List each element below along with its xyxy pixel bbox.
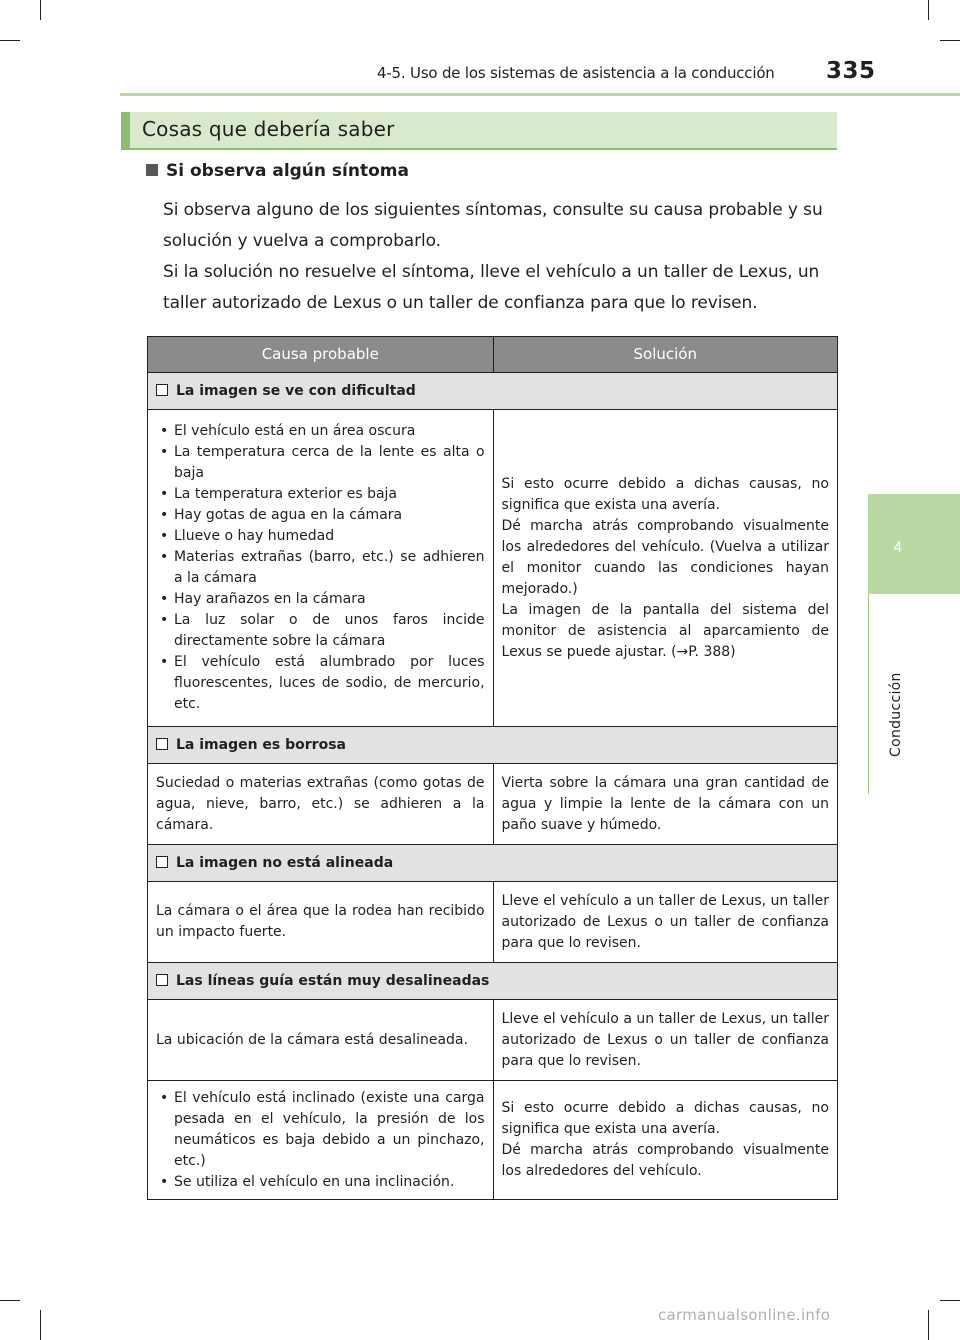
crop-mark-bl-v [40,1310,41,1340]
subheading-text: Si observa algún síntoma [166,161,409,181]
category-label: La imagen se ve con dificultad [176,382,416,399]
header-rule [120,93,960,96]
table-row [148,410,838,727]
category-cell [148,845,838,882]
checkbox-icon [156,738,168,750]
cause-item: • El vehículo está alumbrado por luces fluorescentes, luces de sodio, de mercurio, etc. [174,652,485,715]
chapter-tab-rule [868,594,869,794]
category-cell [148,963,838,1000]
cause-item: • Se utiliza el vehículo en una inclinación. [174,1172,485,1193]
category-row [148,963,838,1000]
checkbox-icon [156,856,168,868]
crop-mark-tl-h [0,40,20,41]
category-label: La imagen es borrosa [176,736,346,753]
cause-item: • La temperatura exterior es baja [174,484,485,505]
cause-item: • La luz solar o de unos faros incide directamente sobre la cámara [174,610,485,652]
watermark: carmanualsonline.info [658,1306,831,1324]
cause-item: • El vehículo está en un área oscura [174,421,485,442]
table-row [148,1000,838,1081]
cause-item: • Hay gotas de agua en la cámara [174,505,485,526]
cause-item: • Materias extrañas (barro, etc.) se adhieren a la cámara [174,547,485,589]
cause-cell [148,410,494,727]
category-label: Las líneas guía están muy desalineadas [176,972,490,989]
crop-mark-br-h [940,1300,960,1301]
crop-mark-tr-v [928,0,929,20]
crop-mark-br-v [928,1310,929,1340]
cause-cell: La ubicación de la cámara está desalineada. [148,1000,494,1081]
section-heading-accent [121,112,130,150]
crop-mark-bl-h [0,1300,20,1301]
solution-cell: Lleve el vehículo a un taller de Lexus, un taller autorizado de Lexus o un taller de confianza para que lo revisen. [493,1000,837,1081]
column-header-cause: Causa probable [148,337,494,373]
table-row [148,882,838,963]
category-row [148,373,838,410]
table-row [148,764,838,845]
troubleshooting-table [147,336,838,1200]
solution-cell: Lleve el vehículo a un taller de Lexus, un taller autorizado de Lexus o un taller de confianza para que lo revisen. [493,882,837,963]
checkbox-icon [156,974,168,986]
cause-item: • Llueve o hay humedad [174,526,485,547]
intro-paragraph: Si observa alguno de los siguientes síntomas, consulte su causa probable y su solución y vuelva a comprobarlo. [163,200,823,251]
category-cell [148,373,838,410]
solution-cell: Si esto ocurre debido a dichas causas, no significa que exista una avería. Dé marcha atrás comprobando visualmente los alrededores del vehículo. [493,1081,837,1200]
category-label: La imagen no está alineada [176,854,394,871]
chapter-number: 4 [893,540,903,556]
crop-mark-tr-h [940,40,960,41]
cause-cell: La cámara o el área que la rodea han recibido un impacto fuerte. [148,882,494,963]
cause-item: • La temperatura cerca de la lente es alta o baja [174,442,485,484]
category-row [148,727,838,764]
page-number: 335 [826,58,876,84]
table-row [148,1081,838,1200]
solution-cell: Vierta sobre la cámara una gran cantidad de agua y limpie la lente de la cámara con un paño suave y húmedo. [493,764,837,845]
cause-cell [148,1081,494,1200]
chapter-label: Conducción [888,672,904,758]
checkbox-icon [156,384,168,396]
crop-mark-tl-v [40,0,41,20]
square-bullet-icon [146,164,158,176]
subheading [146,161,409,181]
cause-list [156,1088,485,1193]
running-header: 4-5. Uso de los sistemas de asistencia a la conducción [377,64,775,82]
section-title: Cosas que debería saber [142,117,395,141]
category-cell [148,727,838,764]
cause-cell: Suciedad o materias extrañas (como gotas de agua, nieve, barro, etc.) se adhieren a la cámara. [148,764,494,845]
table-header-row [148,337,838,373]
advice-paragraph: Si la solución no resuelve el síntoma, lleve el vehículo a un taller de Lexus, un taller autorizado de Lexus o un taller de confianza para que lo revisen. [163,262,820,313]
solution-cell: Si esto ocurre debido a dichas causas, no significa que exista una avería. Dé marcha atrás comprobando visualmente los alrededores del vehículo. (Vuelva a utilizar el monitor cuando las condiciones hayan mejorado.) La imagen de la pantalla del sistema del monitor de asistencia al aparcamiento de Lexus se puede ajustar. (→P. 388) [493,410,837,727]
cause-item: • Hay arañazos en la cámara [174,589,485,610]
cause-item: • El vehículo está inclinado (existe una carga pesada en el vehículo, la presión de los neumáticos es baja debido a un pinchazo, etc.) [174,1088,485,1172]
category-row [148,845,838,882]
column-header-solution: Solución [493,337,837,373]
cause-list [156,421,485,715]
